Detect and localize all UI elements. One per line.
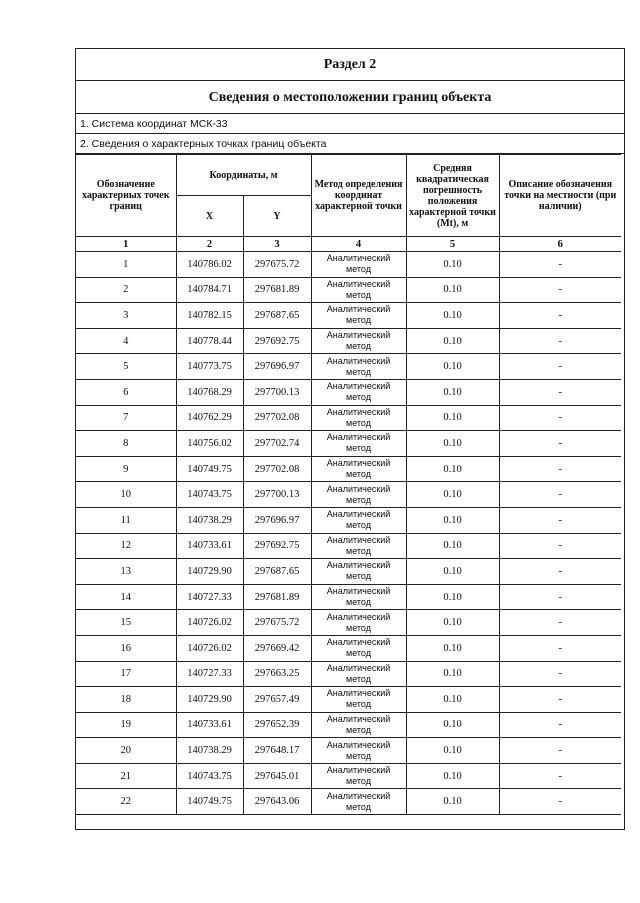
y-coordinate-cell: 297675.72 (243, 252, 311, 278)
y-coordinate-cell: 297692.75 (243, 533, 311, 559)
method-cell (311, 252, 406, 278)
table-row (76, 379, 621, 405)
description-cell: - (499, 533, 621, 559)
description-cell: - (499, 635, 621, 661)
method-cell (311, 507, 406, 533)
table-body (76, 252, 621, 815)
method-line-1: Аналитический (326, 586, 391, 597)
accuracy-cell: 0.10 (406, 252, 499, 278)
y-coordinate-cell: 297702.08 (243, 405, 311, 431)
method-cell (311, 533, 406, 559)
description-cell: - (499, 584, 621, 610)
accuracy-cell: 0.10 (406, 379, 499, 405)
boundary-points-table (76, 154, 621, 815)
method-cell (311, 482, 406, 508)
point-number-cell: 9 (76, 456, 176, 482)
method-line-2: метод (346, 417, 371, 428)
table-row (76, 328, 621, 354)
y-coordinate-cell: 297681.89 (243, 584, 311, 610)
description-cell: - (499, 431, 621, 457)
method-line-2: метод (346, 469, 371, 480)
column-number: 1 (76, 237, 176, 252)
method-line-2: метод (346, 724, 371, 735)
y-coordinate-cell: 297692.75 (243, 328, 311, 354)
accuracy-cell: 0.10 (406, 507, 499, 533)
method-line-1: Аналитический (326, 662, 391, 673)
table-row (76, 405, 621, 431)
method-cell (311, 277, 406, 303)
table-row (76, 789, 621, 815)
description-cell: - (499, 610, 621, 636)
method-line-2: метод (346, 699, 371, 710)
header-y: Y (243, 196, 311, 237)
method-cell (311, 738, 406, 764)
table-row (76, 559, 621, 585)
method-cell (311, 559, 406, 585)
point-number-cell: 6 (76, 379, 176, 405)
point-number-cell: 21 (76, 763, 176, 789)
x-coordinate-cell: 140726.02 (176, 610, 243, 636)
table-row (76, 303, 621, 329)
method-line-1: Аналитический (326, 278, 391, 289)
method-cell (311, 354, 406, 380)
header-accuracy: Средняя квадратическая погрешность положения характерной точки (Mt), м (406, 155, 499, 237)
description-cell: - (499, 277, 621, 303)
method-cell (311, 789, 406, 815)
accuracy-cell: 0.10 (406, 559, 499, 585)
description-cell: - (499, 763, 621, 789)
header-description: Описание обозначения точки на местности (при наличии) (499, 155, 621, 237)
y-coordinate-cell: 297643.06 (243, 789, 311, 815)
x-coordinate-cell: 140786.02 (176, 252, 243, 278)
table-row (76, 661, 621, 687)
accuracy-cell: 0.10 (406, 482, 499, 508)
y-coordinate-cell: 297696.97 (243, 354, 311, 380)
accuracy-cell: 0.10 (406, 661, 499, 687)
description-cell: - (499, 354, 621, 380)
table-row (76, 712, 621, 738)
point-number-cell: 11 (76, 507, 176, 533)
x-coordinate-cell: 140768.29 (176, 379, 243, 405)
description-cell: - (499, 456, 621, 482)
column-number: 4 (311, 237, 406, 252)
x-coordinate-cell: 140749.75 (176, 456, 243, 482)
method-line-1: Аналитический (326, 355, 391, 366)
method-line-1: Аналитический (326, 688, 391, 699)
description-cell: - (499, 405, 621, 431)
method-line-2: метод (346, 315, 371, 326)
point-number-cell: 22 (76, 789, 176, 815)
y-coordinate-cell: 297702.08 (243, 456, 311, 482)
y-coordinate-cell: 297700.13 (243, 482, 311, 508)
x-coordinate-cell: 140784.71 (176, 277, 243, 303)
document-sheet (75, 48, 625, 830)
x-coordinate-cell: 140773.75 (176, 354, 243, 380)
x-coordinate-cell: 140727.33 (176, 661, 243, 687)
x-coordinate-cell: 140738.29 (176, 507, 243, 533)
point-number-cell: 20 (76, 738, 176, 764)
description-cell: - (499, 738, 621, 764)
description-cell: - (499, 661, 621, 687)
description-cell: - (499, 789, 621, 815)
y-coordinate-cell: 297700.13 (243, 379, 311, 405)
method-line-2: метод (346, 392, 371, 403)
method-cell (311, 610, 406, 636)
method-line-2: метод (346, 597, 371, 608)
y-coordinate-cell: 297696.97 (243, 507, 311, 533)
table-row (76, 738, 621, 764)
description-cell: - (499, 507, 621, 533)
method-cell (311, 763, 406, 789)
x-coordinate-cell: 140726.02 (176, 635, 243, 661)
method-line-2: метод (346, 341, 371, 352)
y-coordinate-cell: 297645.01 (243, 763, 311, 789)
method-line-1: Аналитический (326, 253, 391, 264)
point-number-cell: 18 (76, 687, 176, 713)
method-line-1: Аналитический (326, 534, 391, 545)
method-line-2: метод (346, 289, 371, 300)
table-row (76, 354, 621, 380)
method-cell (311, 328, 406, 354)
table-row (76, 507, 621, 533)
point-number-cell: 5 (76, 354, 176, 380)
method-line-1: Аналитический (326, 483, 391, 494)
description-cell: - (499, 303, 621, 329)
method-line-1: Аналитический (326, 381, 391, 392)
accuracy-cell: 0.10 (406, 405, 499, 431)
header-coordinates: Координаты, м (176, 155, 311, 196)
method-cell (311, 687, 406, 713)
point-number-cell: 8 (76, 431, 176, 457)
method-line-1: Аналитический (326, 458, 391, 469)
method-line-2: метод (346, 366, 371, 377)
method-cell (311, 712, 406, 738)
point-number-cell: 7 (76, 405, 176, 431)
x-coordinate-cell: 140762.29 (176, 405, 243, 431)
description-cell: - (499, 687, 621, 713)
method-line-1: Аналитический (326, 765, 391, 776)
y-coordinate-cell: 297687.65 (243, 559, 311, 585)
accuracy-cell: 0.10 (406, 533, 499, 559)
table-row (76, 584, 621, 610)
accuracy-cell: 0.10 (406, 687, 499, 713)
x-coordinate-cell: 140729.90 (176, 559, 243, 585)
table-row (76, 635, 621, 661)
x-coordinate-cell: 140733.61 (176, 533, 243, 559)
method-cell (311, 456, 406, 482)
column-number: 2 (176, 237, 243, 252)
method-cell (311, 405, 406, 431)
accuracy-cell: 0.10 (406, 738, 499, 764)
accuracy-cell: 0.10 (406, 456, 499, 482)
point-number-cell: 16 (76, 635, 176, 661)
method-line-2: метод (346, 494, 371, 505)
accuracy-cell: 0.10 (406, 610, 499, 636)
method-line-2: метод (346, 545, 371, 556)
method-line-2: метод (346, 571, 371, 582)
accuracy-cell: 0.10 (406, 328, 499, 354)
method-line-2: метод (346, 520, 371, 531)
method-line-1: Аналитический (326, 739, 391, 750)
accuracy-cell: 0.10 (406, 277, 499, 303)
x-coordinate-cell: 140733.61 (176, 712, 243, 738)
x-coordinate-cell: 140756.02 (176, 431, 243, 457)
method-cell (311, 431, 406, 457)
y-coordinate-cell: 297648.17 (243, 738, 311, 764)
method-cell (311, 303, 406, 329)
x-coordinate-cell: 140782.15 (176, 303, 243, 329)
point-number-cell: 12 (76, 533, 176, 559)
accuracy-cell: 0.10 (406, 303, 499, 329)
object-title: Сведения о местоположении границ объекта (76, 81, 624, 114)
method-line-1: Аналитический (326, 330, 391, 341)
point-number-cell: 1 (76, 252, 176, 278)
table-row (76, 277, 621, 303)
y-coordinate-cell: 297702.74 (243, 431, 311, 457)
y-coordinate-cell: 297663.25 (243, 661, 311, 687)
method-line-2: метод (346, 750, 371, 761)
method-line-2: метод (346, 648, 371, 659)
method-line-2: метод (346, 264, 371, 275)
description-cell: - (499, 252, 621, 278)
header-method: Метод определения координат характерной точки (311, 155, 406, 237)
method-line-1: Аналитический (326, 560, 391, 571)
method-cell (311, 635, 406, 661)
table-row (76, 687, 621, 713)
accuracy-cell: 0.10 (406, 584, 499, 610)
x-coordinate-cell: 140743.75 (176, 763, 243, 789)
header-point-designation: Обозначение характерных точек границ (76, 155, 176, 237)
x-coordinate-cell: 140749.75 (176, 789, 243, 815)
method-line-1: Аналитический (326, 637, 391, 648)
y-coordinate-cell: 297657.49 (243, 687, 311, 713)
table-row (76, 252, 621, 278)
description-cell: - (499, 712, 621, 738)
x-coordinate-cell: 140727.33 (176, 584, 243, 610)
method-line-1: Аналитический (326, 611, 391, 622)
column-number: 5 (406, 237, 499, 252)
method-cell (311, 661, 406, 687)
accuracy-cell: 0.10 (406, 431, 499, 457)
method-line-1: Аналитический (326, 304, 391, 315)
point-number-cell: 3 (76, 303, 176, 329)
accuracy-cell: 0.10 (406, 789, 499, 815)
header-x: X (176, 196, 243, 237)
point-number-cell: 14 (76, 584, 176, 610)
column-number: 3 (243, 237, 311, 252)
x-coordinate-cell: 140743.75 (176, 482, 243, 508)
method-line-1: Аналитический (326, 406, 391, 417)
x-coordinate-cell: 140738.29 (176, 738, 243, 764)
coordinate-system-line: 1. Система координат МСК-33 (76, 114, 624, 134)
point-number-cell: 19 (76, 712, 176, 738)
accuracy-cell: 0.10 (406, 635, 499, 661)
method-line-2: метод (346, 443, 371, 454)
method-line-2: метод (346, 673, 371, 684)
y-coordinate-cell: 297669.42 (243, 635, 311, 661)
method-line-1: Аналитический (326, 509, 391, 520)
y-coordinate-cell: 297687.65 (243, 303, 311, 329)
method-line-2: метод (346, 801, 371, 812)
y-coordinate-cell: 297681.89 (243, 277, 311, 303)
method-line-1: Аналитический (326, 432, 391, 443)
table-row (76, 533, 621, 559)
point-number-cell: 15 (76, 610, 176, 636)
point-number-cell: 10 (76, 482, 176, 508)
table-row (76, 456, 621, 482)
y-coordinate-cell: 297652.39 (243, 712, 311, 738)
description-cell: - (499, 328, 621, 354)
point-number-cell: 4 (76, 328, 176, 354)
method-line-1: Аналитический (326, 713, 391, 724)
point-number-cell: 13 (76, 559, 176, 585)
method-line-2: метод (346, 776, 371, 787)
points-info-line: 2. Сведения о характерных точках границ объекта (76, 134, 624, 154)
method-cell (311, 584, 406, 610)
description-cell: - (499, 379, 621, 405)
description-cell: - (499, 559, 621, 585)
method-cell (311, 379, 406, 405)
method-line-1: Аналитический (326, 790, 391, 801)
y-coordinate-cell: 297675.72 (243, 610, 311, 636)
table-row (76, 763, 621, 789)
accuracy-cell: 0.10 (406, 763, 499, 789)
table-row (76, 431, 621, 457)
x-coordinate-cell: 140729.90 (176, 687, 243, 713)
table-row (76, 610, 621, 636)
column-number: 6 (499, 237, 621, 252)
point-number-cell: 2 (76, 277, 176, 303)
point-number-cell: 17 (76, 661, 176, 687)
method-line-2: метод (346, 622, 371, 633)
section-title: Раздел 2 (76, 49, 624, 81)
x-coordinate-cell: 140778.44 (176, 328, 243, 354)
table-row (76, 482, 621, 508)
accuracy-cell: 0.10 (406, 354, 499, 380)
accuracy-cell: 0.10 (406, 712, 499, 738)
description-cell: - (499, 482, 621, 508)
